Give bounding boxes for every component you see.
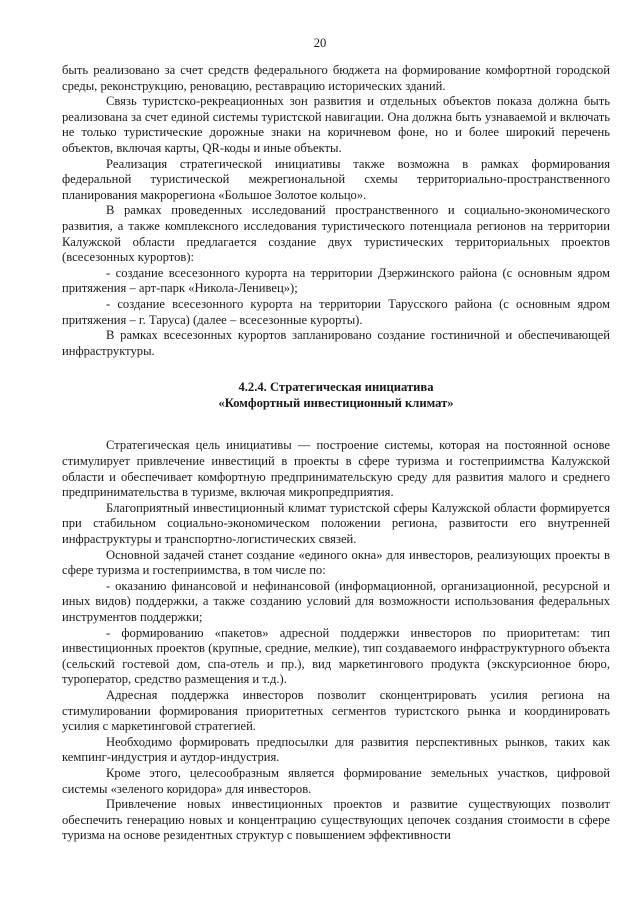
paragraph: В рамках всесезонных курортов запланировано создание гостиничной и обеспечивающей инфраструктуры. — [62, 328, 610, 358]
paragraph: - создание всесезонного курорта на территории Тарусского района (с основным ядром притяжения – г. Таруса) (далее – всесезонные курорты). — [62, 296, 610, 327]
paragraph: Необходимо формировать предпосылки для развития перспективных рынков, таких как кемпинг-индустрия и аутдор-индустрия. — [62, 734, 610, 765]
paragraph: В рамках проведенных исследований пространственного и социально-экономического развития, а также комплексного исследования туристического потенциала регионов на территории Калужской области предлагается создание двух туристических территориальных проектов (всесезонных курортов): — [62, 203, 610, 265]
paragraph: Связь туристско-рекреационных зон развития и отдельных объектов показа должна быть реализована за счет единой системы туристской навигации. Она должна быть узнаваемой и включать не только туристические дорожные знаки на коричневом фоне, но и более широкий перечень объектов, включая карты, QR-коды и иные объекты. — [62, 94, 610, 155]
page-number: 20 — [313, 36, 327, 50]
paragraph: Стратегическая цель инициативы — построение системы, которая на постоянной основе стимулирует привлечение инвестиций в проекты в сфере туризма и гостеприимства Калужской области и обеспечивает комфортную предпринимательскую среду для развития малого и среднего предпринимательства в туризме, включая микропредприятия. — [62, 438, 610, 500]
paragraph: Адресная поддержка инвесторов позволит сконцентрировать усилия региона на стимулировании формирования приоритетных сегментов туристского рынка и координировать усилия с маркетинговой стратегией. — [62, 687, 610, 734]
paragraph: Кроме этого, целесообразным является формирование земельных участков, цифровой системы «зеленого коридора» для инвесторов. — [62, 765, 610, 796]
paragraph: Основной задачей станет создание «единого окна» для инвесторов, реализующих проекты в сфере туризма и гостеприимства, в том числе по: — [62, 547, 610, 578]
paragraph: - оказанию финансовой и нефинансовой (информационной, организационной, ресурсной и иных видов) поддержки, а также созданию условий для возможности использования федеральных инструментов поддержки; — [62, 578, 610, 624]
paragraph: Привлечение новых инвестиционных проектов и развитие существующих позволит обеспечить генерацию новых и концентрацию существующих цепочек создания стоимости в сфере туризма на основе резидентных структур с повышением эффективности — [62, 797, 610, 843]
document-body — [62, 63, 610, 844]
paragraph: быть реализовано за счет средств федерального бюджета на формирование комфортной городской среды, реконструкцию, реновацию, реставрацию исторических зданий. — [62, 63, 610, 93]
paragraph: Благоприятный инвестиционный климат туристской сферы Калужской области формируется при стабильном социально-экономическом положении региона, развитости его внутренней инфраструктуры и транспортно-логистических связей. — [62, 500, 610, 547]
paragraph: - создание всесезонного курорта на территории Дзержинского района (с основным ядром притяжения – арт-парк «Никола-Ленивец»); — [62, 265, 610, 296]
section-heading: 4.2.4. Стратегическая инициатива — [238, 380, 434, 395]
paragraph: Реализация стратегической инициативы также возможна в рамках формирования федеральной туристической межрегиональной схемы территориально-пространственного планирования макрорегиона «Большое Золотое кольцо». — [62, 156, 610, 202]
paragraph: - формированию «пакетов» адресной поддержки инвесторов по приоритетам: тип инвестиционных проектов (крупные, средние, мелкие), тип создаваемого инфраструктурного объекта (сельский гостевой дом, спа-отель и пр.), вид маркетингового продукта (экскурсионное бюро, туроператор, средство размещения и т.д.). — [62, 625, 610, 687]
section-heading: «Комфортный инвестиционный климат» — [218, 395, 454, 410]
